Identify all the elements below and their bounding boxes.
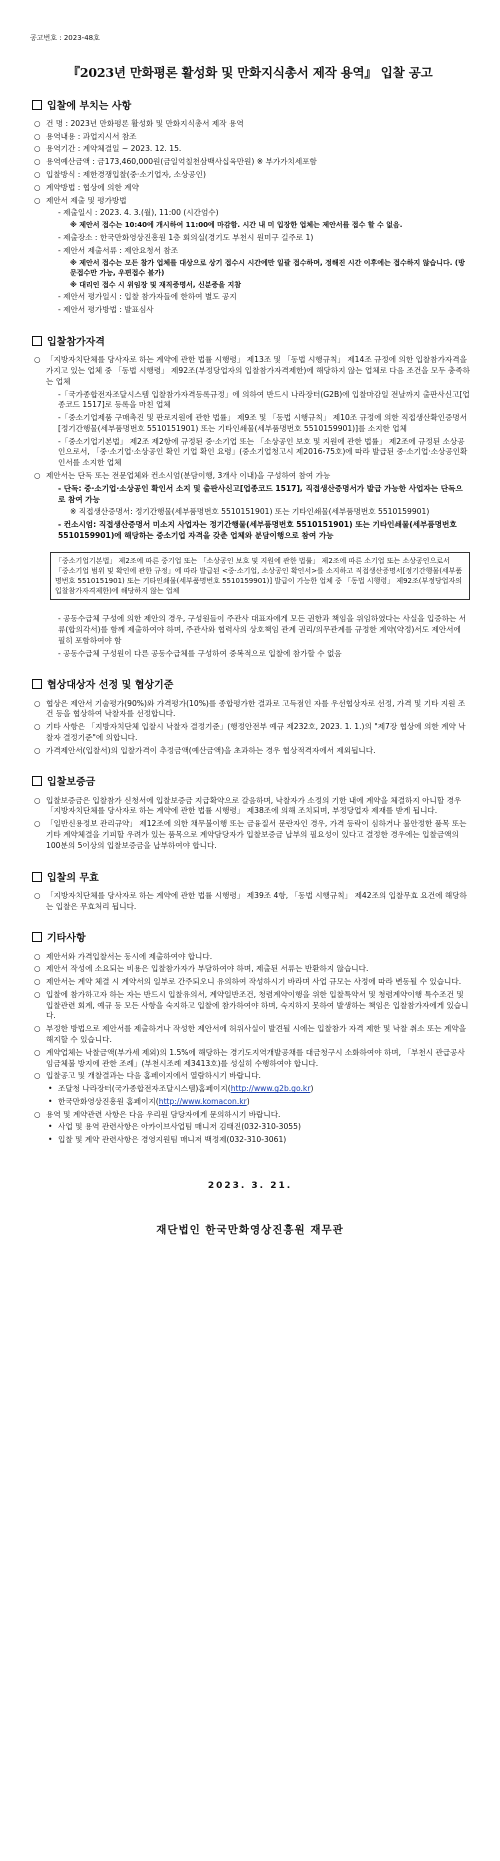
section-eligibility [30, 336, 470, 659]
list-item: ○ 입찰에 참가하고자 하는 자는 반드시 입찰유의서, 계약일반조건, 청렴계약이행을 위한 입찰특약서 및 청렴계약이행 특수조건 및 입찰관련 회계, 예규 등 모든 사항을 숙지하고 입찰에 참가하여야 하며, 숙지하지 못하여 발생하는 책임은 입찰참가자에게 있습니다. [34, 989, 469, 1021]
list-item: ○ 「일반신용정보 관리규약」 제12조에 의한 채무불이행 또는 금융질서 문란자인 경우, 가격 등락이 심하거나 불안정한 품목 또는 기타 계약체결을 기피할 우려가 있는 품목으로 계약담당자가 입찰보증금 납부의 필요성이 있다고 결정한 경우에는 입찰금액의 100분의 5이상의 입찰보증금을 납부하여야 합니다. [34, 819, 467, 850]
note: ※ 제안서 접수는 모든 참가 업체를 대상으로 상기 접수시 시간에만 일괄 접수하며, 정해진 시간 이후에는 접수하지 않습니다. (방문접수만 가능, 우편접수 불가) [70, 258, 465, 277]
list-item: ○ 「지방자치단체를 당사자로 하는 계약에 관한 법률 시행령」 제13조 및 「동법 시행규칙」 제14조 규정에 의한 입찰참가자격을 가지고 있는 업체 중 「동법 시행령」 제92조(부정당업자의 입찰참가자격제한)에 해당하지 않는 업체로 다음 조건을 모두 충족하는 업체 [34, 355, 471, 386]
list-item: ○ 제안서 작성에 소요되는 비용은 입찰참가자가 부담하여야 하며, 제출된 서류는 반환하지 않습니다. [34, 964, 369, 974]
page-title: 『2023년 만화평론 활성화 및 만화지식총서 제작 용역』 입찰 공고 [67, 64, 433, 80]
section-deposit [30, 776, 470, 851]
condition: -「국가종합전자조달시스템 입찰참가자격등록규정」에 의하여 반드시 나라장터(G2B)에 입찰마감일 전날까지 출판사신고[업종코드 1517]로 등록을 마친 업체 [58, 389, 470, 410]
list-item: ○ 계약방법 : 협상에 의한 계약 [34, 182, 139, 192]
section-misc [30, 932, 470, 1146]
list-item: ○ 입찰공고 및 개찰결과는 다음 홈페이지에서 열람하시기 바랍니다. [34, 1071, 261, 1081]
consortium-rule: - 공동수급체 구성원이 다른 공동수급체를 구성하여 중복적으로 입찰에 참가할 수 없음 [58, 648, 342, 658]
eval-method: - 제안서 평가방법 : 발표심사 [58, 305, 154, 315]
issuer-org: 재단법인 한국만화영상진흥원 재무관 [156, 1223, 344, 1236]
list-item: ○ 입찰방식 : 제한경쟁입찰(중·소기업자, 소상공인) [34, 170, 206, 179]
list-item: ○ 제안서는 계약 체결 시 계약서의 일부로 간주되오니 유의하여 작성하시기 바라며 사업 규모는 사정에 따라 변동될 수 있습니다. [34, 977, 462, 987]
list-item: ○ 제안서는 단독 또는 전문업체와 컨소시엄(분담이행, 3개사 이내)을 구성하여 참여 가능 [34, 471, 331, 480]
section-heading: 기타사항 [32, 932, 470, 946]
section-negotiation [30, 679, 470, 756]
section-heading: 협상대상자 선정 및 협상기준 [32, 679, 470, 693]
checkbox-icon [32, 100, 42, 110]
section-invalid [30, 872, 470, 913]
checkbox-icon [32, 679, 42, 689]
submit-docs: - 제안서 제출서류 : 제안요청서 참조 [58, 245, 179, 255]
list-item: ○ 협상은 제안서 기술평가(90%)와 가격평가(10%)를 종합평가한 결과로 고득점인 자를 우선협상자로 선정, 가격 및 기타 지원 조건 등을 협상하여 낙찰자를 선정합니다. [34, 698, 466, 719]
section-heading: 입찰참가자격 [32, 336, 470, 350]
list-item: ○ 계약업체는 낙찰금액(부가세 제외)의 1.5%에 해당하는 경기도지역개발공채를 대금청구시 소화하여야 하며, 「부천시 관급공사 임금체불 방지에 관한 조례」(부천시조례 제3413호)를 성실히 수행하여야 합니다. [34, 1047, 465, 1068]
list-item: ○ 용역 및 계약관련 사항은 다음 우리원 담당자에게 문의하시기 바랍니다. [34, 1109, 281, 1119]
komacon-link[interactable]: http://www.komacon.kr [158, 1096, 247, 1106]
section-bidding-items [30, 100, 470, 316]
checkbox-icon [32, 336, 42, 346]
consortium-rule: - 공동수급체 구성에 의한 제안의 경우, 구성원들이 주관사 대표자에게 모든 권한과 책임을 위임하였다는 사실을 입증하는 서류(합의각서)를 함께 제출하여야 하며, 주관사와 협력사의 상호책임 관계 권리/의무관계를 규정한 계약(약정)서도 제안서에 필히 포함하여야 함 [58, 614, 467, 645]
submit-place: - 제출장소 : 한국만화영상진흥원 1층 회의실(경기도 부천시 원미구 길주로 1) [58, 233, 314, 243]
list-item: ○ 건 명 : 2023년 만화평론 활성화 및 만화지식총서 제작 용역 [34, 118, 244, 128]
eval-date: - 제안서 평가일시 : 입찰 참가자들에 한하여 별도 공지 [58, 292, 237, 302]
list-item: ○ 부정한 방법으로 제안서를 제출하거나 작성한 제안서에 허위사실이 발견될 시에는 입찰참가 자격 제한 및 낙찰 취소 또는 계약을 해지할 수 있습니다. [34, 1024, 467, 1044]
note: ※ 직접생산증명서: 정기간행물(세부품명번호 5510151901) 또는 기타인쇄물(세부품명번호 5510159901) [70, 507, 430, 517]
note: ※ 제안서 접수는 10:40에 개시하여 11:00에 마감함. 시간 내 미 입장한 업체는 제안서를 접수 할 수 없음. [70, 221, 403, 230]
checkbox-icon [32, 776, 42, 786]
list-item: ○ 「지방자치단체를 당사자로 하는 계약에 관한 법률 시행령」 제39조 4항, 「동법 시행규칙」 제42조의 입찰무효 요건에 해당하는 입찰은 무효처리 됩니다. [34, 890, 467, 911]
submit-date: - 제출일시 : 2023. 4. 3.(월), 11:00 (시간엄수) [58, 208, 219, 218]
solo-participation: - 단독: 중·소기업·소상공인 확인서 소지 및 출판사신고[업종코드 1517], 직접생산증명서가 발급 가능한 사업자는 단독으로 참여 가능 [58, 483, 463, 504]
notice-document [30, 0, 470, 1238]
g2b-link[interactable]: http://www.g2b.go.kr [230, 1084, 311, 1094]
list-item: ○ 용역예산금액 : 금173,460,000원(금일억칠천삼백사십육만원) ※ 부가가치세포함 [34, 157, 317, 167]
list-item: ○ 가격제안서(입찰서)의 입찰가격이 추정금액(예산금액)을 초과하는 경우 협상적격자에서 제외됩니다. [34, 745, 376, 755]
consortium-participation: - 컨소시엄: 직접생산증명서 미소지 사업자는 정기간행물(세부품명번호 5510151901) 또는 기타인쇄물(세부품명번호 5510159901)에 해당하는 중소기업 자격을 갖춘 업체와 분담이행으로 참여 가능 [58, 520, 457, 540]
notice-date: 2023. 3. 21. [207, 1181, 293, 1191]
condition: -「중소기업기본법」 제2조 제2항에 규정된 중·소기업 또는 「소상공인 보호 및 지원에 관한 법률」 제2조에 규정된 소상공인으로서, 「중·소기업·소상공인 확인 기업 확인 요령」(중소기업청고시 제2016-75호)에 따라 발급된 중·소기업·소상공인확인서를 소지한 업체 [58, 436, 468, 468]
notice-number: 공고번호 : 2023-48호 [30, 34, 100, 42]
list-item: ○ 용역내용 : 과업지시서 참조 [34, 131, 137, 141]
section-heading: 입찰의 무효 [32, 872, 470, 886]
list-item: ○ 입찰보증금은 입찰참가 신청서에 입찰보증금 지급확약으로 갈음하며, 낙찰자가 소정의 기한 내에 계약을 체결하지 아니할 경우 「지방자치단체를 당사자로 하는 계약에 관한 법률 시행령」 제38조에 의해 조치되며, 부정당업자 제재를 받게 됩니다. [34, 795, 462, 816]
list-item: ○ 기타 사항은 「지방자치단체 입찰시 낙찰자 결정기준」(행정안전부 예규 제232호, 2023. 1. 1.)의 "제7장 협상에 의한 계약 낙찰자 결정기준"에 의합니다. [34, 722, 466, 742]
list-item: ○ 제안서와 가격입찰서는 동시에 제출하여야 합니다. [34, 951, 213, 961]
checkbox-icon [32, 932, 42, 942]
list-item: ○ 용역기간 : 계약체결일 ~ 2023. 12. 15. [34, 144, 182, 154]
site-komacon: • 한국만화영상진흥원 홈페이지(http://www.komacon.kr) [48, 1096, 250, 1106]
checkbox-icon [32, 872, 42, 882]
note: ※ 대리인 접수 시 위임장 및 재직증명서, 신분증을 지참 [70, 280, 241, 289]
contact-bid: • 입찰 및 계약 관련사항은 경영지원팀 매니저 백정제(032-310-3061) [48, 1135, 287, 1145]
contact-project: • 사업 및 용역 관련사항은 아카이브사업팀 매니저 김태진(032-310-3055) [48, 1122, 301, 1132]
boxed-note: 「중소기업기본법」 제2조에 따른 중기업 또는 「소상공인 보호 및 지원에 관한 법률」 제2조에 따른 소기업 또는 소상공인으로서 「중소기업 범위 및 확인에 관한 규정」에 따라 발급된 <중·소기업, 소상공인 확인서>를 소지하고 직접생산증명서[정기간행물(세부품명번호 5510151901) 또는 기타인쇄물(세부품명번호 5510159901)] 발급이 가능한 업체 중 「동법 시행령」 제92조(부정당업자의 입찰참가자격제한)에 해당하지 않는 업체 [50, 552, 470, 601]
condition: -「중소기업제품 구매촉진 및 판로지원에 관한 법률」 제9조 및 「동법 시행규칙」 제10조 규정에 의한 직접생산확인증명서[정기간행물(세부품명번호 5510151901) 또는 기타인쇄물(세부품명번호 5510159901)]를 소지한 업체 [58, 413, 468, 433]
site-g2b: • 조달청 나라장터(국가종합전자조달시스템)홈페이지(http://www.g2b.go.kr) [48, 1084, 314, 1094]
section-heading: 입찰보증금 [32, 776, 470, 790]
section-heading: 입찰에 부치는 사항 [32, 100, 470, 114]
list-item: ○ 제안서 제출 및 평가방법 [34, 195, 127, 205]
